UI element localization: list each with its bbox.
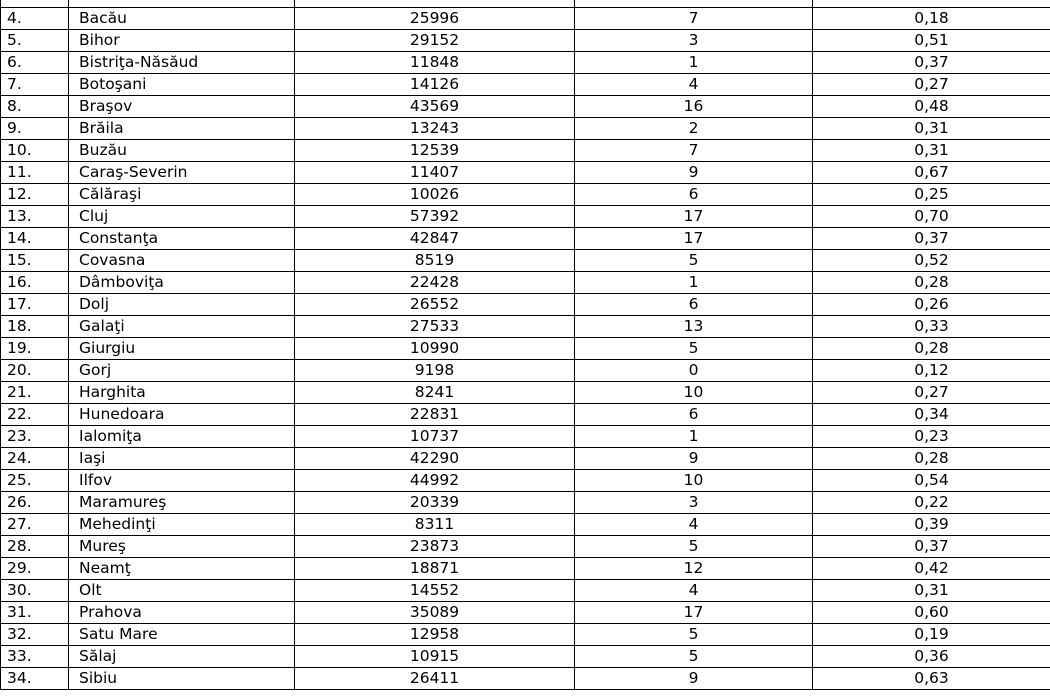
table-row: [1, 162, 1050, 184]
table-row: [1, 448, 1050, 470]
row-index: 14.: [1, 228, 69, 250]
county-name: Ialomiţa: [69, 426, 295, 448]
value-col-2: 9: [575, 162, 813, 184]
row-index: 12.: [1, 184, 69, 206]
value-col-2: 1: [575, 426, 813, 448]
table-row: [1, 96, 1050, 118]
value-col-2: 7: [575, 8, 813, 30]
value-col-2: 5: [575, 536, 813, 558]
table-row: [1, 646, 1050, 668]
row-index: 4.: [1, 8, 69, 30]
table-row: [1, 514, 1050, 536]
value-col-1: 20339: [295, 492, 575, 514]
ratio-value: 0,18: [813, 8, 1050, 30]
row-index: 9.: [1, 118, 69, 140]
county-name: Dâmboviţa: [69, 272, 295, 294]
ratio-value: 0,67: [813, 162, 1050, 184]
table-row: [1, 0, 1050, 8]
value-col-2: 1: [575, 272, 813, 294]
row-index: 8.: [1, 96, 69, 118]
county-name: Bihor: [69, 30, 295, 52]
row-index: 34.: [1, 668, 69, 690]
value-col-2: 10: [575, 470, 813, 492]
value-col-2: 9: [575, 448, 813, 470]
table-body: [1, 0, 1050, 690]
table-row: [1, 668, 1050, 690]
value-col-1: 35089: [295, 602, 575, 624]
ratio-value: 0,22: [813, 492, 1050, 514]
value-col-1: 10990: [295, 338, 575, 360]
table-row: [1, 140, 1050, 162]
row-index: 5.: [1, 30, 69, 52]
row-index: [1, 0, 69, 8]
county-name: Caraş-Severin: [69, 162, 295, 184]
table-row: [1, 580, 1050, 602]
ratio-value: 0,33: [813, 316, 1050, 338]
value-col-2: 13: [575, 316, 813, 338]
table-row: [1, 360, 1050, 382]
value-col-2: 9: [575, 668, 813, 690]
ratio-value: 0,34: [813, 404, 1050, 426]
table-row: [1, 184, 1050, 206]
county-name: Cluj: [69, 206, 295, 228]
row-index: 26.: [1, 492, 69, 514]
value-col-1: 10737: [295, 426, 575, 448]
ratio-value: 0,42: [813, 558, 1050, 580]
ratio-value: 0,25: [813, 184, 1050, 206]
table-row: [1, 74, 1050, 96]
value-col-1: 43569: [295, 96, 575, 118]
value-col-2: 6: [575, 184, 813, 206]
ratio-value: 0,31: [813, 118, 1050, 140]
county-name: Brăila: [69, 118, 295, 140]
value-col-1: 12539: [295, 140, 575, 162]
county-name: Gorj: [69, 360, 295, 382]
table-row: [1, 316, 1050, 338]
county-name: Maramureş: [69, 492, 295, 514]
ratio-value: 0,63: [813, 668, 1050, 690]
value-col-2: [575, 0, 813, 8]
county-name: Ilfov: [69, 470, 295, 492]
county-name: Constanţa: [69, 228, 295, 250]
ratio-value: 0,28: [813, 448, 1050, 470]
ratio-value: 0,39: [813, 514, 1050, 536]
table-row: [1, 558, 1050, 580]
ratio-value: 0,60: [813, 602, 1050, 624]
row-index: 19.: [1, 338, 69, 360]
county-name: Covasna: [69, 250, 295, 272]
value-col-1: 10915: [295, 646, 575, 668]
county-name: Mureş: [69, 536, 295, 558]
value-col-1: 11848: [295, 52, 575, 74]
ratio-value: 0,28: [813, 338, 1050, 360]
county-name: Giurgiu: [69, 338, 295, 360]
table-row: [1, 250, 1050, 272]
table-row: [1, 294, 1050, 316]
value-col-1: 22831: [295, 404, 575, 426]
row-index: 30.: [1, 580, 69, 602]
ratio-value: [813, 0, 1050, 8]
value-col-1: 42847: [295, 228, 575, 250]
row-index: 15.: [1, 250, 69, 272]
ratio-value: 0,26: [813, 294, 1050, 316]
row-index: 24.: [1, 448, 69, 470]
table-row: [1, 118, 1050, 140]
county-name: Călăraşi: [69, 184, 295, 206]
row-index: 13.: [1, 206, 69, 228]
value-col-1: 26411: [295, 668, 575, 690]
ratio-value: 0,27: [813, 74, 1050, 96]
row-index: 29.: [1, 558, 69, 580]
county-name: Iaşi: [69, 448, 295, 470]
county-name: Galaţi: [69, 316, 295, 338]
ratio-value: 0,51: [813, 30, 1050, 52]
county-name: Bistriţa-Năsăud: [69, 52, 295, 74]
value-col-2: 7: [575, 140, 813, 162]
table-row: [1, 492, 1050, 514]
value-col-1: 44992: [295, 470, 575, 492]
county-name: Braşov: [69, 96, 295, 118]
ratio-value: 0,48: [813, 96, 1050, 118]
value-col-2: 6: [575, 294, 813, 316]
row-index: 17.: [1, 294, 69, 316]
ratio-value: 0,23: [813, 426, 1050, 448]
value-col-2: 5: [575, 646, 813, 668]
value-col-2: 10: [575, 382, 813, 404]
table-row: [1, 470, 1050, 492]
value-col-1: 8311: [295, 514, 575, 536]
table-row: [1, 404, 1050, 426]
value-col-2: 17: [575, 206, 813, 228]
value-col-2: 0: [575, 360, 813, 382]
table-row: [1, 536, 1050, 558]
ratio-value: 0,36: [813, 646, 1050, 668]
ratio-value: 0,54: [813, 470, 1050, 492]
value-col-2: 4: [575, 580, 813, 602]
row-index: 32.: [1, 624, 69, 646]
value-col-1: 8519: [295, 250, 575, 272]
value-col-2: 3: [575, 492, 813, 514]
county-name: Sălaj: [69, 646, 295, 668]
value-col-1: 14552: [295, 580, 575, 602]
value-col-2: 3: [575, 30, 813, 52]
table-row: [1, 228, 1050, 250]
row-index: 31.: [1, 602, 69, 624]
county-name: Buzău: [69, 140, 295, 162]
row-index: 21.: [1, 382, 69, 404]
ratio-value: 0,27: [813, 382, 1050, 404]
value-col-2: 12: [575, 558, 813, 580]
value-col-2: 17: [575, 228, 813, 250]
county-name: Botoşani: [69, 74, 295, 96]
ratio-value: 0,31: [813, 580, 1050, 602]
value-col-1: 25996: [295, 8, 575, 30]
value-col-1: 8241: [295, 382, 575, 404]
value-col-1: 9198: [295, 360, 575, 382]
ratio-value: 0,37: [813, 228, 1050, 250]
table-row: [1, 206, 1050, 228]
row-index: 10.: [1, 140, 69, 162]
value-col-2: 1: [575, 52, 813, 74]
value-col-2: 4: [575, 74, 813, 96]
value-col-1: 10026: [295, 184, 575, 206]
value-col-1: 18871: [295, 558, 575, 580]
county-name: Satu Mare: [69, 624, 295, 646]
value-col-2: 5: [575, 338, 813, 360]
ratio-value: 0,37: [813, 52, 1050, 74]
value-col-1: 13243: [295, 118, 575, 140]
table-row: [1, 382, 1050, 404]
value-col-1: 14126: [295, 74, 575, 96]
table-row: [1, 426, 1050, 448]
row-index: 23.: [1, 426, 69, 448]
value-col-1: 27533: [295, 316, 575, 338]
row-index: 28.: [1, 536, 69, 558]
value-col-2: 16: [575, 96, 813, 118]
row-index: 11.: [1, 162, 69, 184]
value-col-2: 6: [575, 404, 813, 426]
ratio-value: 0,52: [813, 250, 1050, 272]
value-col-1: 42290: [295, 448, 575, 470]
value-col-2: 2: [575, 118, 813, 140]
table-row: [1, 30, 1050, 52]
value-col-1: 29152: [295, 30, 575, 52]
table-row: [1, 8, 1050, 30]
value-col-2: 17: [575, 602, 813, 624]
ratio-value: 0,31: [813, 140, 1050, 162]
county-name: Neamţ: [69, 558, 295, 580]
ratio-value: 0,37: [813, 536, 1050, 558]
row-index: 16.: [1, 272, 69, 294]
county-name: Hunedoara: [69, 404, 295, 426]
value-col-1: [295, 0, 575, 8]
county-name: Dolj: [69, 294, 295, 316]
county-name: Bacău: [69, 8, 295, 30]
value-col-2: 4: [575, 514, 813, 536]
table-row: [1, 602, 1050, 624]
row-index: 20.: [1, 360, 69, 382]
ratio-value: 0,28: [813, 272, 1050, 294]
value-col-1: 12958: [295, 624, 575, 646]
table-row: [1, 338, 1050, 360]
table-row: [1, 624, 1050, 646]
row-index: 25.: [1, 470, 69, 492]
row-index: 33.: [1, 646, 69, 668]
row-index: 6.: [1, 52, 69, 74]
table-row: [1, 52, 1050, 74]
table-row: [1, 272, 1050, 294]
county-name: Mehedinţi: [69, 514, 295, 536]
county-name: Sibiu: [69, 668, 295, 690]
value-col-1: 23873: [295, 536, 575, 558]
value-col-1: 57392: [295, 206, 575, 228]
row-index: 27.: [1, 514, 69, 536]
ratio-value: 0,12: [813, 360, 1050, 382]
value-col-1: 11407: [295, 162, 575, 184]
row-index: 22.: [1, 404, 69, 426]
row-index: 7.: [1, 74, 69, 96]
ratio-value: 0,19: [813, 624, 1050, 646]
value-col-1: 26552: [295, 294, 575, 316]
value-col-2: 5: [575, 624, 813, 646]
row-index: 18.: [1, 316, 69, 338]
value-col-1: 22428: [295, 272, 575, 294]
ratio-value: 0,70: [813, 206, 1050, 228]
value-col-2: 5: [575, 250, 813, 272]
county-name: Prahova: [69, 602, 295, 624]
county-name: Olt: [69, 580, 295, 602]
county-name: Harghita: [69, 382, 295, 404]
county-name: [69, 0, 295, 8]
